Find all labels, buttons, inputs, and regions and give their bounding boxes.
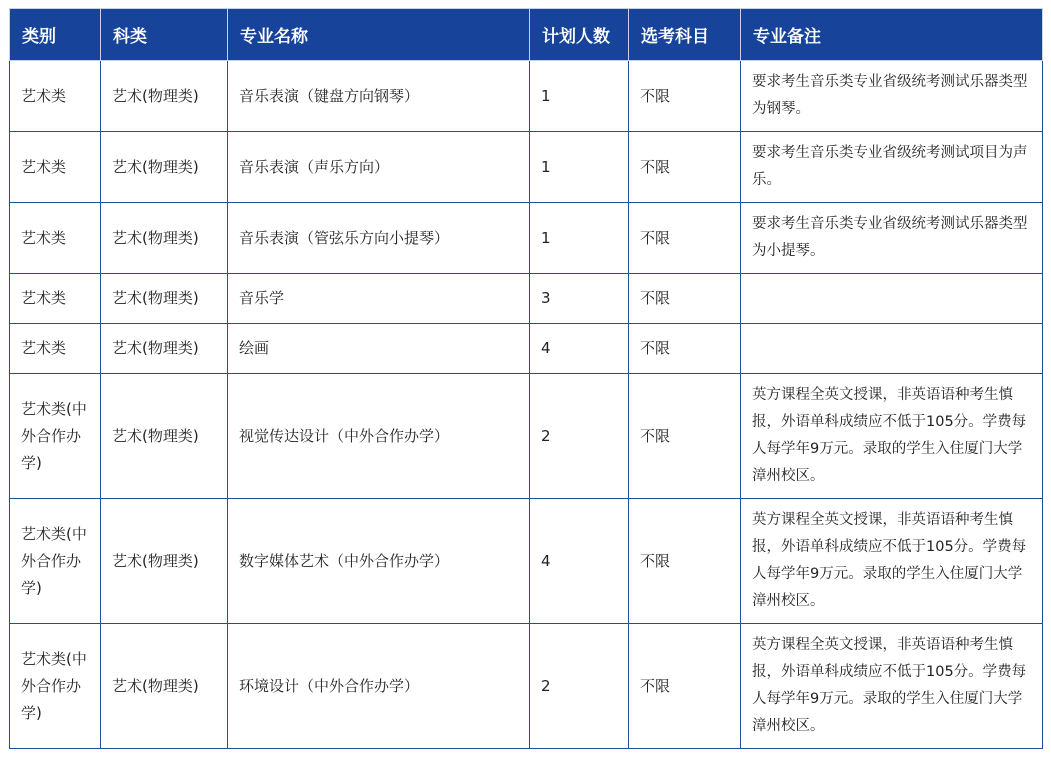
cell-note: 要求考生音乐类专业省级统考测试项目为声乐。 [741, 132, 1043, 203]
header-subject-type: 科类 [101, 9, 228, 61]
cell-plan: 4 [530, 499, 629, 624]
enrollment-table-container [9, 8, 1042, 749]
header-elective: 选考科目 [629, 9, 741, 61]
cell-category: 艺术类(中外合作办学) [10, 374, 101, 499]
cell-subject-type: 艺术(物理类) [101, 274, 228, 324]
cell-category: 艺术类 [10, 274, 101, 324]
cell-major: 音乐表演（声乐方向） [228, 132, 530, 203]
cell-elective: 不限 [629, 203, 741, 274]
header-category: 类别 [10, 9, 101, 61]
cell-elective: 不限 [629, 274, 741, 324]
cell-major: 音乐学 [228, 274, 530, 324]
cell-note: 要求考生音乐类专业省级统考测试乐器类型为钢琴。 [741, 61, 1043, 132]
cell-note [741, 274, 1043, 324]
table-row [10, 324, 1043, 374]
cell-plan: 3 [530, 274, 629, 324]
cell-note: 英方课程全英文授课，非英语语种考生慎报，外语单科成绩应不低于105分。学费每人每学年9万元。录取的学生入住厦门大学漳州校区。 [741, 499, 1043, 624]
cell-note [741, 324, 1043, 374]
cell-category: 艺术类(中外合作办学) [10, 499, 101, 624]
cell-category: 艺术类(中外合作办学) [10, 624, 101, 749]
header-major-name: 专业名称 [228, 9, 530, 61]
cell-subject-type: 艺术(物理类) [101, 374, 228, 499]
cell-elective: 不限 [629, 324, 741, 374]
cell-major: 视觉传达设计（中外合作办学） [228, 374, 530, 499]
cell-major: 音乐表演（管弦乐方向小提琴） [228, 203, 530, 274]
table-row [10, 624, 1043, 749]
header-note: 专业备注 [741, 9, 1043, 61]
table-header-row [10, 9, 1043, 61]
cell-category: 艺术类 [10, 324, 101, 374]
cell-plan: 2 [530, 624, 629, 749]
cell-elective: 不限 [629, 374, 741, 499]
table-row [10, 203, 1043, 274]
table-row [10, 374, 1043, 499]
cell-plan: 1 [530, 132, 629, 203]
cell-subject-type: 艺术(物理类) [101, 499, 228, 624]
cell-category: 艺术类 [10, 61, 101, 132]
cell-plan: 1 [530, 203, 629, 274]
header-plan-count: 计划人数 [530, 9, 629, 61]
cell-elective: 不限 [629, 624, 741, 749]
cell-category: 艺术类 [10, 203, 101, 274]
table-row [10, 132, 1043, 203]
cell-note: 英方课程全英文授课，非英语语种考生慎报，外语单科成绩应不低于105分。学费每人每学年9万元。录取的学生入住厦门大学漳州校区。 [741, 374, 1043, 499]
cell-major: 数字媒体艺术（中外合作办学） [228, 499, 530, 624]
cell-subject-type: 艺术(物理类) [101, 624, 228, 749]
cell-subject-type: 艺术(物理类) [101, 324, 228, 374]
cell-plan: 2 [530, 374, 629, 499]
cell-subject-type: 艺术(物理类) [101, 132, 228, 203]
table-row [10, 274, 1043, 324]
cell-subject-type: 艺术(物理类) [101, 203, 228, 274]
cell-note: 英方课程全英文授课，非英语语种考生慎报，外语单科成绩应不低于105分。学费每人每学年9万元。录取的学生入住厦门大学漳州校区。 [741, 624, 1043, 749]
cell-plan: 1 [530, 61, 629, 132]
cell-major: 绘画 [228, 324, 530, 374]
cell-major: 音乐表演（键盘方向钢琴） [228, 61, 530, 132]
cell-elective: 不限 [629, 499, 741, 624]
cell-elective: 不限 [629, 61, 741, 132]
cell-subject-type: 艺术(物理类) [101, 61, 228, 132]
cell-category: 艺术类 [10, 132, 101, 203]
table-row [10, 499, 1043, 624]
cell-plan: 4 [530, 324, 629, 374]
enrollment-plan-table [9, 8, 1043, 749]
cell-elective: 不限 [629, 132, 741, 203]
cell-major: 环境设计（中外合作办学） [228, 624, 530, 749]
cell-note: 要求考生音乐类专业省级统考测试乐器类型为小提琴。 [741, 203, 1043, 274]
table-row [10, 61, 1043, 132]
